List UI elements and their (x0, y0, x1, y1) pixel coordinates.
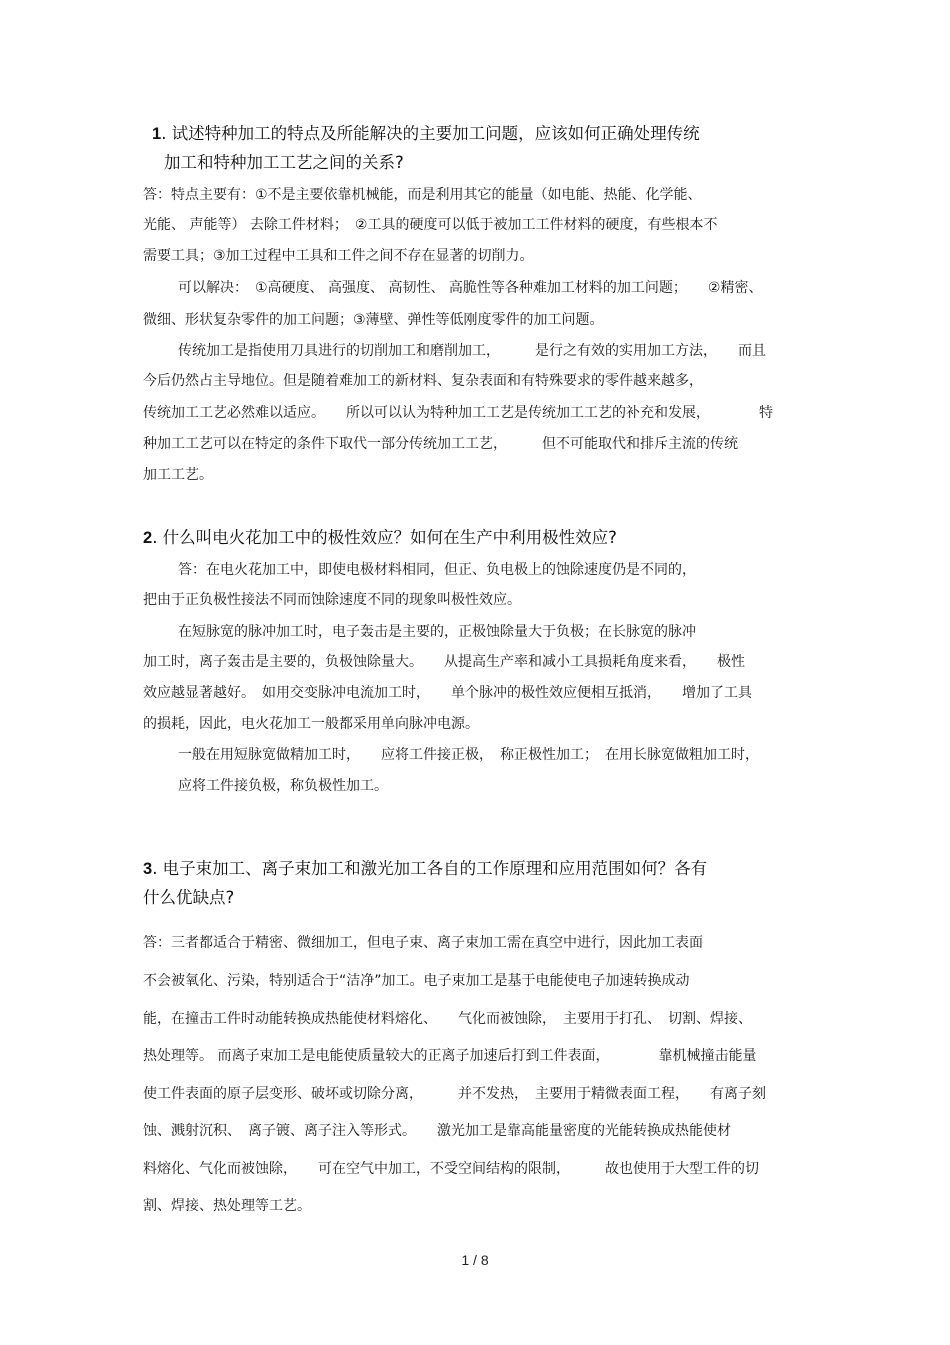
q1-answer-line: 微细、形状复杂零件的加工问题；③薄壁、弹性等低刚度零件的加工问题。 (143, 312, 604, 328)
q1-answer-line: 种加工工艺可以在特定的条件下取代一部分传统加工工艺， 但不可能取代和排斥主流的传统 (143, 436, 738, 452)
q1-title-line-1: 1. 试述特种加工的特点及所能解决的主要加工问题，应该如何正确处理传统 (152, 124, 700, 143)
q2-answer-line: 把由于正负极性接法不同而蚀除速度不同的现象叫极性效应。 (143, 592, 521, 608)
q3-answer-line: 蚀、溅射沉积、 离子镀、离子注入等形式。 激光加工是靠高能量密度的光能转换成热能使材 (143, 1123, 731, 1139)
q3-answer-line: 不会被氧化、污染，特别适合于“洁净”加工。电子束加工是基于电能使电子加速转换成动 (143, 973, 690, 989)
q1-title-line-2: 加工和特种加工工艺之间的关系? (164, 153, 404, 172)
q3-number: 3 (143, 860, 153, 878)
q3-answer-line: 能，在撞击工件时动能转换成热能使材料熔化、 气化而被蚀除， 主要用于打孔、 切割、焊接、 (143, 1011, 752, 1027)
q2-answer-line: 效应越显著越好。 如用交变脉冲电流加工时， 单个脉冲的极性效应便相互抵消， 增加了工具 (143, 685, 752, 701)
q2-answer-line: 答：在电火花加工中，即使电极材料相同，但正、负电极上的蚀除速度仍是不同的， (178, 562, 696, 578)
q1-answer-line: 传统加工工艺必然难以适应。 所以可以认为特种加工工艺是传统加工工艺的补充和发展， 特 (143, 405, 773, 421)
page-number: 1 / 8 (461, 1252, 489, 1268)
q3-title-line-1: 3. 电子束加工、离子束加工和激光加工各自的工作原理和应用范围如何？各有 (143, 859, 708, 878)
q1-answer-line: 传统加工是指使用刀具进行的切削加工和磨削加工， 是行之有效的实用加工方法， 而且 (178, 343, 766, 359)
q2-number: 2 (143, 529, 153, 547)
q1-answer-line: 光能、 声能等） 去除工件材料； ②工具的硬度可以低于被加工工件材料的硬度，有些根本不 (143, 217, 718, 233)
q3-answer-line: 使工件表面的原子层变形、破坏或切除分离， 并不发热， 主要用于精微表面工程， 有离子刻 (143, 1086, 766, 1102)
q2-answer-line: 的损耗，因此，电火花加工一般都采用单向脉冲电源。 (143, 716, 479, 732)
q2-answer-line: 一般在用短脉宽做精加工时， 应将工件接正极， 称正极性加工； 在用长脉宽做粗加工时， (178, 747, 759, 763)
q1-answer-line: 今后仍然占主导地位。但是随着难加工的新材料、复杂表面和有特殊要求的零件越来越多， (143, 373, 703, 389)
q2-answer-line: 应将工件接负极，称负极性加工。 (178, 778, 388, 794)
q3-title-line-2: 什么优缺点? (143, 888, 235, 907)
q3-answer-line: 割、焊接、热处理等工艺。 (143, 1198, 311, 1214)
q3-answer-line: 热处理等。 而离子束加工是电能使质量较大的正离子加速后打到工件表面， 靠机械撞击能量 (143, 1048, 757, 1064)
q3-answer-line: 答：三者都适合于精密、微细加工，但电子束、离子束加工需在真空中进行，因此加工表面 (143, 935, 703, 951)
q1-answer-line: 加工工艺。 (143, 467, 213, 483)
q1-number: 1 (152, 125, 162, 143)
q2-title-line-1: 2. 什么叫电火花加工中的极性效应？如何在生产中利用极性效应? (143, 528, 617, 547)
q1-answer-line: 答：特点主要有：①不是主要依靠机械能，而是利用其它的能量（如电能、热能、化学能、 (143, 187, 702, 203)
q3-answer-line: 料熔化、气化而被蚀除， 可在空气中加工，不受空间结构的限制， 故也使用于大型工件的切 (143, 1161, 759, 1177)
q1-answer-line: 需要工具；③加工过程中工具和工件之间不存在显著的切削力。 (143, 248, 534, 264)
q2-answer-line: 在短脉宽的脉冲加工时，电子轰击是主要的，正极蚀除量大于负极；在长脉宽的脉冲 (178, 624, 696, 640)
q1-answer-line: 可以解决： ①高硬度、 高强度、 高韧性、 高脆性等各种难加工材料的加工问题； ②精密、 (178, 280, 763, 296)
q2-answer-line: 加工时，离子轰击是主要的，负极蚀除量大。 从提高生产率和减小工具损耗角度来看， 极性 (143, 654, 745, 670)
